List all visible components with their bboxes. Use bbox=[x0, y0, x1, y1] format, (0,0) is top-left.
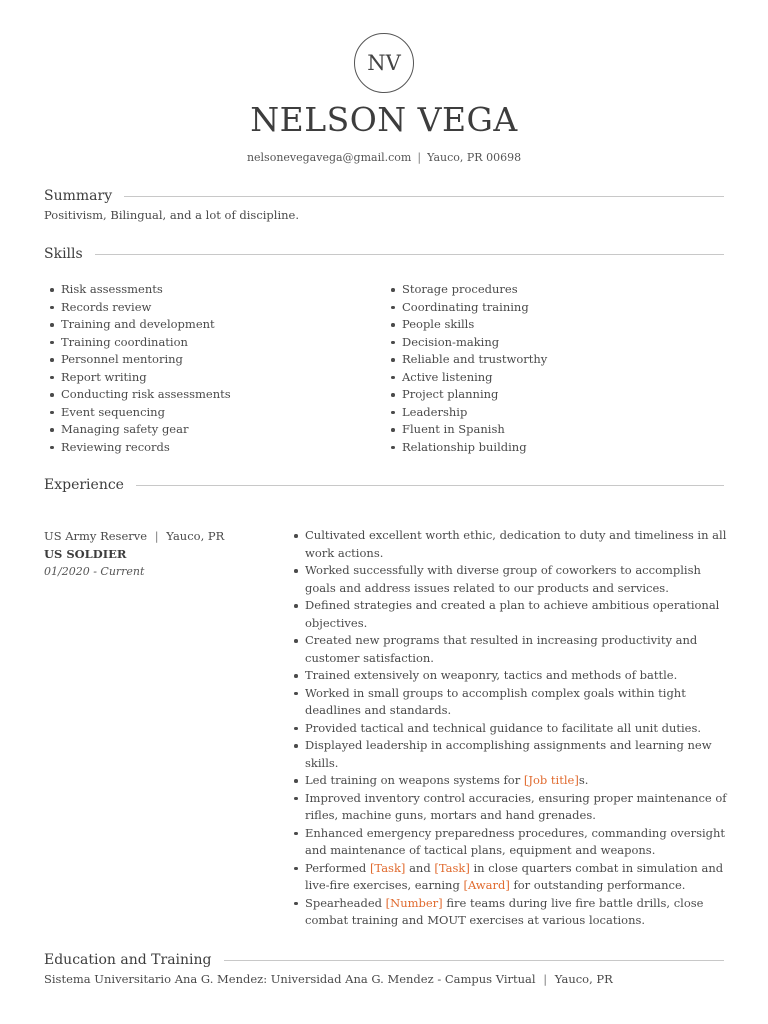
bullet-text: Spearheaded bbox=[305, 895, 386, 910]
skill-item: Decision-making bbox=[385, 334, 715, 352]
skills-list-left bbox=[44, 281, 374, 456]
education-section-header bbox=[44, 952, 724, 968]
section-divider bbox=[95, 254, 724, 255]
employer-line bbox=[44, 527, 274, 545]
skill-item: Records review bbox=[44, 299, 374, 317]
experience-bullet: Improved inventory control accuracies, ensuring proper maintenance of rifles, machine guns, mortars and hand grenades. bbox=[288, 790, 728, 825]
bullet-text: Performed bbox=[305, 860, 370, 875]
monogram-badge bbox=[354, 33, 414, 93]
skill-item: Leadership bbox=[385, 404, 715, 422]
experience-bullet bbox=[288, 895, 728, 930]
experience-bullet: Cultivated excellent worth ethic, dedication to duty and timeliness in all work actions. bbox=[288, 527, 728, 562]
monogram-text: NV bbox=[367, 51, 401, 75]
skill-item: Storage procedures bbox=[385, 281, 715, 299]
candidate-name: NELSON VEGA bbox=[250, 100, 518, 139]
education-title: Education and Training bbox=[44, 952, 212, 968]
section-divider bbox=[136, 485, 724, 486]
experience-bullet: Provided tactical and technical guidance to facilitate all unit duties. bbox=[288, 720, 728, 738]
experience-bullet: Worked successfully with diverse group of coworkers to accomplish goals and address issues related to our products and services. bbox=[288, 562, 728, 597]
skill-item: Reviewing records bbox=[44, 439, 374, 457]
skill-item: Event sequencing bbox=[44, 404, 374, 422]
contact-separator: | bbox=[417, 151, 422, 164]
skill-item: Personnel mentoring bbox=[44, 351, 374, 369]
placeholder-number: [Number] bbox=[385, 895, 443, 910]
skill-item: Active listening bbox=[385, 369, 715, 387]
placeholder-task: [Task] bbox=[434, 860, 470, 875]
summary-title: Summary bbox=[44, 188, 113, 204]
employer-name: US Army Reserve bbox=[44, 529, 148, 543]
experience-bullet bbox=[288, 772, 728, 790]
skill-item: Training and development bbox=[44, 316, 374, 334]
employer-location: Yauco, PR bbox=[166, 529, 225, 543]
contact-line bbox=[0, 151, 768, 164]
job-dates: 01/2020 - Current bbox=[44, 565, 145, 578]
job-title: US SOLDIER bbox=[44, 547, 127, 561]
experience-bullet: Displayed leadership in accomplishing assignments and learning new skills. bbox=[288, 737, 728, 772]
education-institution: Sistema Universitario Ana G. Mendez: Universidad Ana G. Mendez - Campus Virtual bbox=[44, 972, 536, 986]
experience-bullet: Worked in small groups to accomplish complex goals within tight deadlines and standards. bbox=[288, 685, 728, 720]
placeholder-award: [Award] bbox=[463, 878, 510, 892]
section-divider bbox=[224, 960, 725, 961]
skills-section-header bbox=[44, 246, 724, 262]
skill-item: Conducting risk assessments bbox=[44, 386, 374, 404]
experience-title: Experience bbox=[44, 477, 124, 493]
skills-title: Skills bbox=[44, 246, 83, 262]
summary-text: Positivism, Bilingual, and a lot of discipline. bbox=[44, 208, 300, 222]
experience-bullet: Enhanced emergency preparedness procedures, commanding oversight and maintenance of tactical plans, equipment and weapons. bbox=[288, 825, 728, 860]
experience-bullet: Trained extensively on weaponry, tactics and methods of battle. bbox=[288, 667, 728, 685]
experience-bullet bbox=[288, 860, 728, 895]
skill-item: Reliable and trustworthy bbox=[385, 351, 715, 369]
education-location: Yauco, PR bbox=[554, 972, 613, 986]
experience-bullet: Created new programs that resulted in increasing productivity and customer satisfaction. bbox=[288, 632, 728, 667]
experience-bullet: Defined strategies and created a plan to achieve ambitious operational objectives. bbox=[288, 597, 728, 632]
bullet-text: s. bbox=[578, 773, 589, 787]
experience-section-header bbox=[44, 477, 724, 493]
skill-item: Project planning bbox=[385, 386, 715, 404]
section-divider bbox=[124, 196, 724, 197]
skill-item: Training coordination bbox=[44, 334, 374, 352]
summary-section-header bbox=[44, 188, 724, 204]
skill-item: Coordinating training bbox=[385, 299, 715, 317]
education-line bbox=[44, 971, 613, 989]
skill-item: Managing safety gear bbox=[44, 421, 374, 439]
placeholder-task: [Task] bbox=[369, 860, 406, 875]
job-meta bbox=[44, 527, 274, 581]
skills-list-right bbox=[385, 281, 715, 456]
skill-item: Risk assessments bbox=[44, 281, 374, 299]
bullet-text: for outstanding performance. bbox=[509, 878, 686, 892]
email-text: nelsonevegavega@gmail.com bbox=[246, 151, 412, 164]
placeholder-job-title: [Job title] bbox=[523, 773, 579, 787]
employer-separator: | bbox=[154, 529, 159, 543]
skill-item: Fluent in Spanish bbox=[385, 421, 715, 439]
experience-bullets bbox=[288, 527, 728, 930]
skill-item: Report writing bbox=[44, 369, 374, 387]
bullet-text: Led training on weapons systems for bbox=[305, 773, 524, 787]
bullet-text: in close quarters combat in simulation and live-fire exercises, earning bbox=[305, 860, 724, 892]
skill-item: People skills bbox=[385, 316, 715, 334]
bullet-text: fire teams during live fire battle drills, close combat training and MOUT exercises at various locations. bbox=[305, 895, 704, 927]
skill-item: Relationship building bbox=[385, 439, 715, 457]
education-separator: | bbox=[543, 972, 548, 986]
location-text: Yauco, PR 00698 bbox=[427, 151, 522, 164]
bullet-text: and bbox=[405, 860, 435, 875]
